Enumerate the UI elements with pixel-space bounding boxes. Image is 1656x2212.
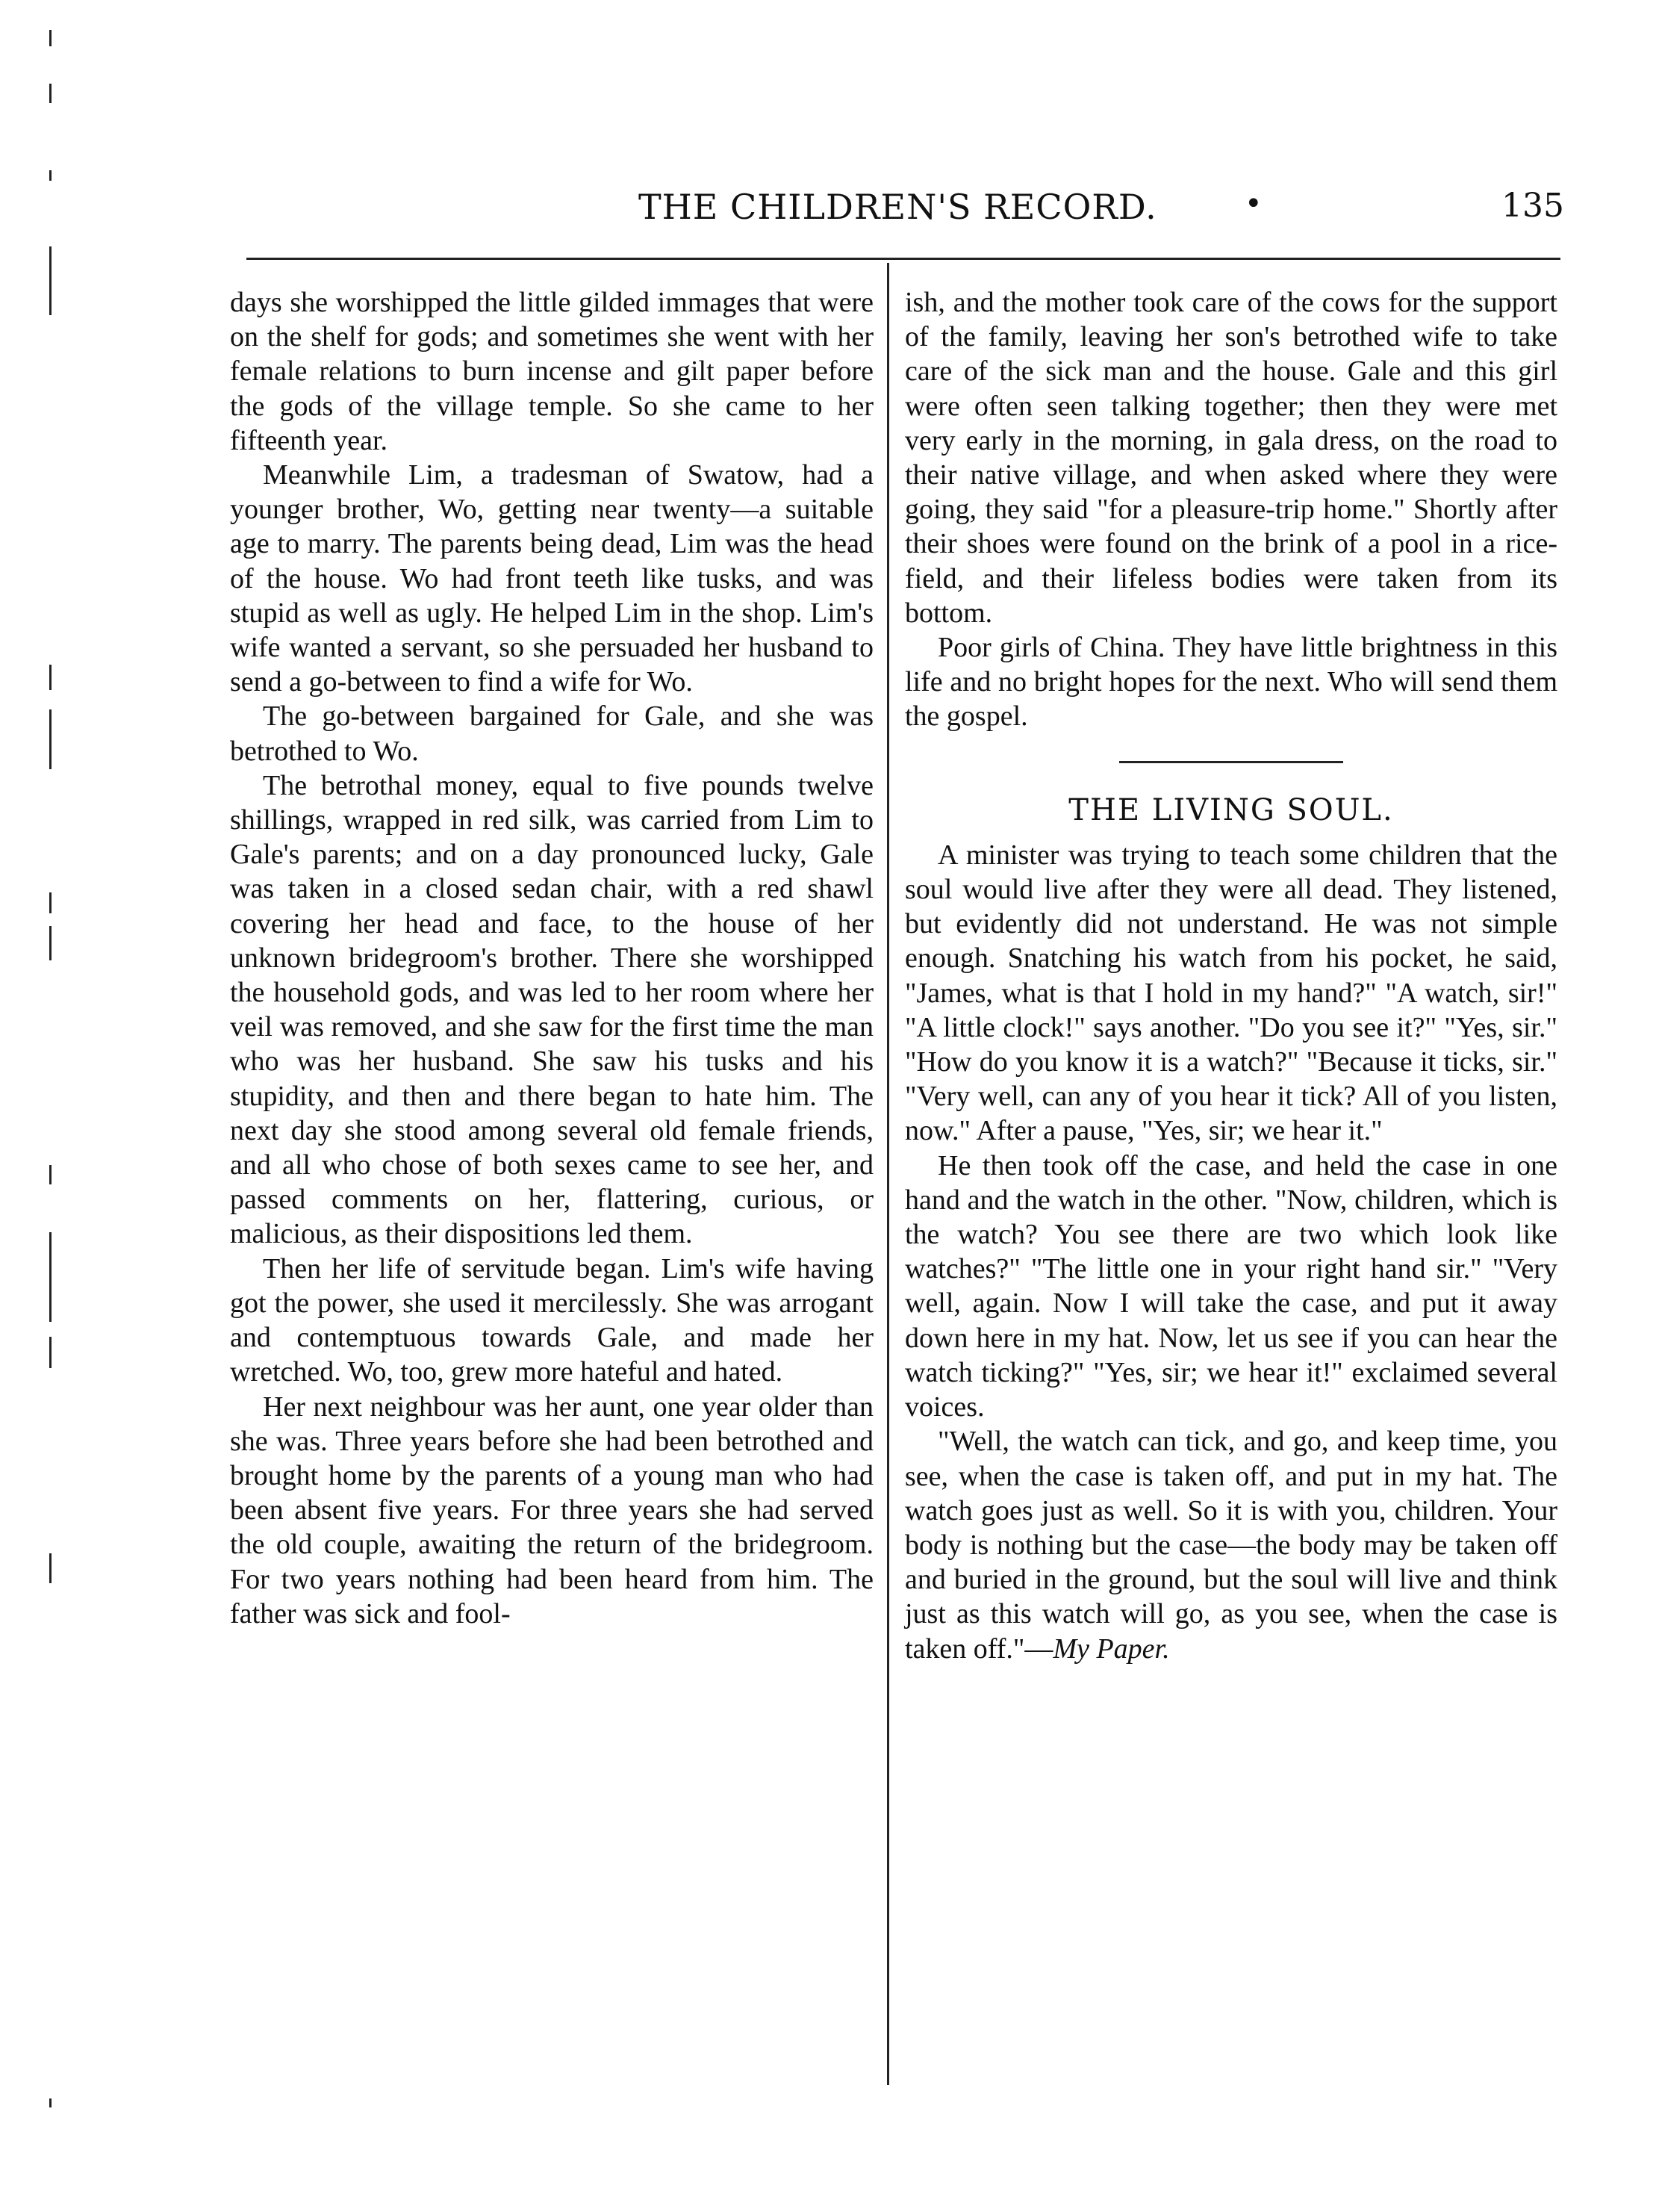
scan-mark — [49, 170, 52, 181]
paragraph-text: "Well, the watch can tick, and go, and keep time, you see, when the case is taken off, and put in my hat. The watch goes just as well. So it is with you, children. Your body is nothing but the case—the body may be taken off and buried in the ground, but the soul will live and think just as this watch will go, as you see, when the case is taken off."— — [905, 1426, 1557, 1665]
paragraph: Her next neighbour was her aunt, one year older than she was. Three years before she had been betrothed and brought home by the parents of a young man who had been absent five years. For three years she had served the old couple, awaiting the return of the bridegroom. For two years nothing had been heard from him. The father was sick and fool- — [230, 1391, 874, 1630]
paragraph: A minister was trying to teach some children that the soul would live after they were all dead. They listened, but evidently did not understand. He was not simple enough. Snatching his watch from his pocket, he said, "James, what is that I hold in my hand?" "A watch, sir!" "A little clock!" says another. "Do you see it?" "Yes, sir." "How do you know it is a watch?" "Because it ticks, sir." "Very well, can any of you hear it tick? All of you listen, now." After a pause, "Yes, sir; we hear it." — [905, 839, 1557, 1147]
paragraph: He then took off the case, and held the case in one hand and the watch in the other. "Now, children, which is the watch? You see there are two which look like watches?" "The little one in your right hand sir." "Very well, again. Now I will take the case, and put it away down here in my hat. Now, let us see if you can hear the watch ticking?" "Yes, sir; we hear it!" exclaimed several voices. — [905, 1149, 1557, 1423]
scan-mark — [49, 2098, 52, 2107]
scan-mark — [49, 926, 52, 960]
scan-margin-marks — [46, 0, 58, 2212]
paragraph: Meanwhile Lim, a tradesman of Swatow, had a younger brother, Wo, getting near twenty—a suitable age to marry. The parents being dead, Lim was the head of the house. Wo had front teeth like tusks, and was stupid as well as ugly. He helped Lim in the shop. Lim's wife wanted a servant, so she persuaded her husband to send a go-between to find a wife for Wo. — [230, 459, 874, 698]
scan-mark — [49, 892, 52, 913]
paragraph: Then her life of servitude began. Lim's wife having got the power, she used it mercilessly. She was arrogant and contemptuous towards Gale, and made her wretched. Wo, too, grew more hateful and hated. — [230, 1252, 874, 1388]
header-rule — [246, 258, 1560, 260]
paragraph: days she worshipped the little gilded immages that were on the shelf for gods; and sometimes she went with her female relations to burn incense and gilt paper before the gods of the village temple. So she came to her fifteenth year. — [230, 287, 874, 456]
header-dot: • — [1245, 187, 1263, 221]
publication-title: THE CHILDREN'S RECORD. — [638, 187, 1157, 227]
scan-mark — [49, 1232, 52, 1322]
scan-mark — [49, 1337, 52, 1368]
right-column — [905, 285, 1557, 1666]
left-column — [230, 285, 874, 1631]
scan-mark — [49, 30, 52, 46]
section-rule — [1119, 761, 1343, 763]
scan-mark — [49, 84, 52, 103]
scan-mark — [49, 246, 52, 315]
column-divider — [887, 263, 889, 2085]
paragraph: The go-between bargained for Gale, and she was betrothed to Wo. — [230, 700, 874, 767]
running-header — [243, 187, 1564, 246]
scan-mark — [49, 1553, 52, 1583]
paragraph: Poor girls of China. They have little brightness in this life and no bright hopes for the next. Who will send them the gospel. — [905, 632, 1557, 733]
source-attribution: My Paper. — [1053, 1632, 1170, 1665]
scan-mark — [49, 665, 52, 690]
scan-mark — [49, 709, 52, 769]
paragraph: ish, and the mother took care of the cows for the support of the family, leaving her son's betrothed wife to take care of the sick man and the house. Gale and this girl were often seen talking together; then they were met very early in the morning, in gala dress, on the road to their native village, and when asked where they were going, they said "for a pleasure-trip home." Shortly after their shoes were found on the brink of a pool in a rice-field, and their lifeless bodies were taken from its bottom. — [905, 287, 1557, 629]
paragraph: The betrothal money, equal to five pounds twelve shillings, wrapped in red silk, was carried from Lim to Gale's parents; and on a day pronounced lucky, Gale was taken in a closed sedan chair, with a red shawl covering her head and face, to the house of her unknown bridegroom's brother. There she worshipped the household gods, and was led to her room where her veil was removed, and she saw for the first time the man who was her husband. She saw his tusks and his stupidity, and then and there began to hate him. The next day she stood among several old female friends, and all who chose of both sexes came to see her, and passed comments on her, flattering, curious, or malicious, as their dispositions led them. — [230, 769, 874, 1250]
scan-mark — [49, 1165, 52, 1184]
section-title: THE LIVING SOUL. — [1068, 792, 1394, 827]
page-number: 135 — [1501, 187, 1564, 225]
paragraph — [905, 1424, 1557, 1665]
